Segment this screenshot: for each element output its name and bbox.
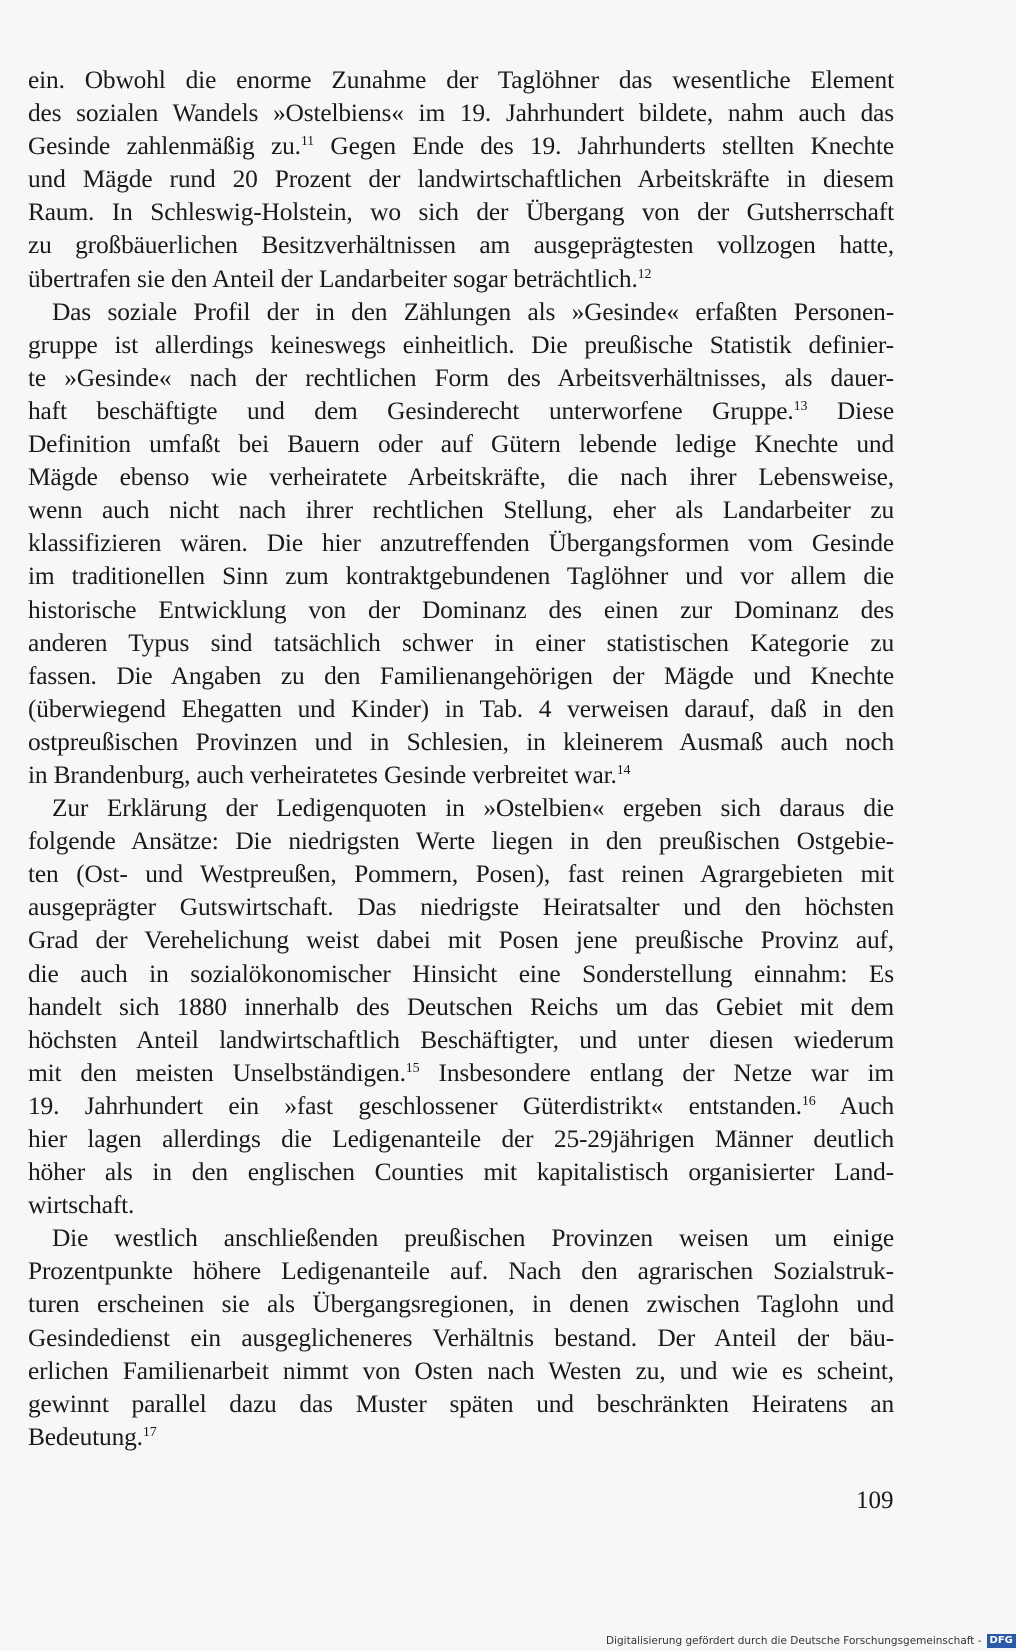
text-line	[28, 1123, 894, 1156]
text-line	[28, 858, 894, 891]
line-text: Gesindedienst ein ausgeglicheneres Verhältnis bestand. Der Anteil der bäu-	[28, 1323, 894, 1352]
text-line	[28, 296, 894, 329]
line-text: ausgeprägter Gutswirtschaft. Das niedrigste Heiratsalter und den höchsten	[28, 893, 894, 922]
line-text: die auch in sozialökonomischer Hinsicht eine Sonderstellung einnahm: Es	[28, 959, 894, 988]
line-text-continued: Gegen Ende des 19. Jahrhunderts stellten Knechte	[314, 132, 894, 161]
text-line	[28, 958, 894, 991]
text-line	[28, 825, 894, 858]
line-text: turen erscheinen sie als Übergangsregionen, in denen zwischen Taglohn und	[28, 1290, 894, 1319]
line-text: anderen Typus sind tatsächlich schwer in einer statistischen Kategorie zu	[28, 628, 894, 657]
line-text: erlichen Familienarbeit nimmt von Osten nach Westen zu, und wie es scheint,	[28, 1356, 894, 1385]
text-line	[28, 1388, 894, 1421]
line-text: Prozentpunkte höhere Ledigenanteile auf. Nach den agrarischen Sozialstruk-	[28, 1257, 894, 1286]
line-text: gruppe ist allerdings keineswegs einheitlich. Die preußische Statistik definier-	[28, 330, 894, 359]
line-text: mit den meisten Unselbständigen.	[28, 1058, 406, 1087]
line-text: Bedeutung.	[28, 1422, 143, 1451]
line-text: fassen. Die Angaben zu den Familienangehörigen der Mägde und Knechte	[28, 661, 894, 690]
line-text: höchsten Anteil landwirtschaftlich Beschäftigter, und unter diesen wiederum	[28, 1025, 894, 1054]
line-text: höher als in den englischen Counties mit kapitalistisch organisierter Land-	[28, 1158, 894, 1187]
paragraph	[28, 64, 894, 296]
text-line	[28, 163, 894, 196]
line-text: in Brandenburg, auch verheiratetes Gesinde verbreitet war.	[28, 760, 617, 789]
line-text: übertrafen sie den Anteil der Landarbeiter sogar beträchtlich.	[28, 264, 638, 293]
footnote-marker[interactable]: 13	[793, 398, 808, 414]
text-line	[28, 594, 894, 627]
text-line	[28, 1090, 894, 1123]
line-text: Die westlich anschließenden preußischen Provinzen weisen um einige	[52, 1224, 894, 1253]
text-line	[28, 1222, 894, 1255]
footer-text: Digitalisierung gefördert durch die Deutsche Forschungsgemeinschaft -	[606, 1635, 982, 1647]
text-line	[28, 1156, 894, 1189]
line-text: (überwiegend Ehegatten und Kinder) in Tab. 4 verweisen darauf, daß in den	[28, 694, 894, 723]
text-line	[28, 627, 894, 660]
text-line	[28, 1355, 894, 1388]
text-line	[28, 1322, 894, 1355]
line-text: Definition umfaßt bei Bauern oder auf Gütern lebende ledige Knechte und	[28, 430, 894, 459]
footnote-marker[interactable]: 15	[405, 1060, 420, 1076]
text-line	[28, 362, 894, 395]
line-text: ten (Ost- und Westpreußen, Pommern, Posen), fast reinen Agrargebieten mit	[28, 860, 894, 889]
text-line	[28, 494, 894, 527]
text-line	[28, 1421, 894, 1454]
line-text: handelt sich 1880 innerhalb des Deutschen Reichs um das Gebiet mit dem	[28, 992, 894, 1021]
paragraph	[28, 1222, 894, 1454]
line-text: und Mägde rund 20 Prozent der landwirtschaftlichen Arbeitskräfte in diesem	[28, 165, 894, 194]
line-text: klassifizieren wären. Die hier anzutreffenden Übergangsformen vom Gesinde	[28, 529, 894, 558]
line-text: gewinnt parallel dazu das Muster späten und beschränkten Heiratens an	[28, 1389, 894, 1418]
footnote-marker[interactable]: 14	[616, 762, 631, 778]
line-text: wenn auch nicht nach ihrer rechtlichen Stellung, eher als Landarbeiter zu	[28, 496, 894, 525]
line-text: zu großbäuerlichen Besitzverhältnissen am ausgeprägtesten vollzogen hatte,	[28, 231, 894, 260]
text-line	[28, 196, 894, 229]
body-text	[28, 64, 894, 1454]
text-line	[28, 726, 894, 759]
text-line	[28, 461, 894, 494]
text-line	[28, 395, 894, 428]
line-text: Gesinde zahlenmäßig zu.	[28, 132, 301, 161]
line-text: ostpreußischen Provinzen und in Schlesien, in kleinerem Ausmaß auch noch	[28, 727, 894, 756]
text-line	[28, 97, 894, 130]
text-line	[28, 130, 894, 163]
line-text: Das soziale Profil der in den Zählungen als »Gesinde« erfaßten Personen-	[52, 297, 894, 326]
text-line	[28, 759, 894, 792]
line-text-continued: Insbesondere entlang der Netze war im	[419, 1058, 895, 1087]
footnote-marker[interactable]: 16	[801, 1093, 816, 1109]
text-line	[28, 924, 894, 957]
line-text-continued: Diese	[807, 396, 894, 425]
dfg-logo: DFG	[987, 1634, 1016, 1648]
page-number: 109	[856, 1487, 894, 1514]
footnote-marker[interactable]: 17	[142, 1424, 157, 1440]
line-text: im traditionellen Sinn zum kontraktgebundenen Taglöhner und vor allem die	[28, 562, 894, 591]
text-line	[28, 1288, 894, 1321]
line-text: historische Entwicklung von der Dominanz des einen zur Dominanz des	[28, 595, 894, 624]
digitization-footer	[606, 1633, 1016, 1649]
text-line	[28, 263, 894, 296]
text-line	[28, 1024, 894, 1057]
text-line	[28, 792, 894, 825]
line-text: des sozialen Wandels »Ostelbiens« im 19. Jahrhundert bildete, nahm auch das	[28, 99, 894, 128]
text-line	[28, 891, 894, 924]
text-line	[28, 329, 894, 362]
line-text: folgende Ansätze: Die niedrigsten Werte liegen in den preußischen Ostgebie-	[28, 827, 894, 856]
text-line	[28, 660, 894, 693]
text-line	[28, 560, 894, 593]
text-line	[28, 1189, 894, 1222]
text-line	[28, 991, 894, 1024]
line-text: wirtschaft.	[28, 1191, 135, 1220]
line-text: Raum. In Schleswig-Holstein, wo sich der Übergang von der Gutsherrschaft	[28, 198, 894, 227]
line-text: ein. Obwohl die enorme Zunahme der Taglöhner das wesentliche Element	[28, 66, 894, 94]
text-line	[28, 1255, 894, 1288]
line-text: 19. Jahrhundert ein »fast geschlossener Güterdistrikt« entstanden.	[28, 1091, 802, 1120]
line-text: Zur Erklärung der Ledigenquoten in »Ostelbien« ergeben sich daraus die	[52, 794, 894, 823]
footnote-marker[interactable]: 11	[300, 134, 315, 150]
line-text-continued: Auch	[815, 1091, 894, 1120]
line-text: Mägde ebenso wie verheiratete Arbeitskräfte, die nach ihrer Lebensweise,	[28, 463, 894, 492]
footnote-marker[interactable]: 12	[637, 266, 652, 282]
text-line	[28, 527, 894, 560]
paragraph	[28, 792, 894, 1222]
text-line	[28, 693, 894, 726]
line-text: hier lagen allerdings die Ledigenanteile der 25-29jährigen Männer deutlich	[28, 1125, 894, 1153]
text-line	[28, 428, 894, 461]
text-line	[28, 64, 894, 97]
text-line	[28, 229, 894, 262]
line-text: te »Gesinde« nach der rechtlichen Form des Arbeitsverhältnisses, als dauer-	[28, 363, 894, 392]
paragraph	[28, 296, 894, 792]
line-text: Grad der Verehelichung weist dabei mit Posen jene preußische Provinz auf,	[28, 926, 894, 955]
text-line	[28, 1057, 894, 1090]
line-text: haft beschäftigte und dem Gesinderecht unterworfene Gruppe.	[28, 396, 794, 425]
